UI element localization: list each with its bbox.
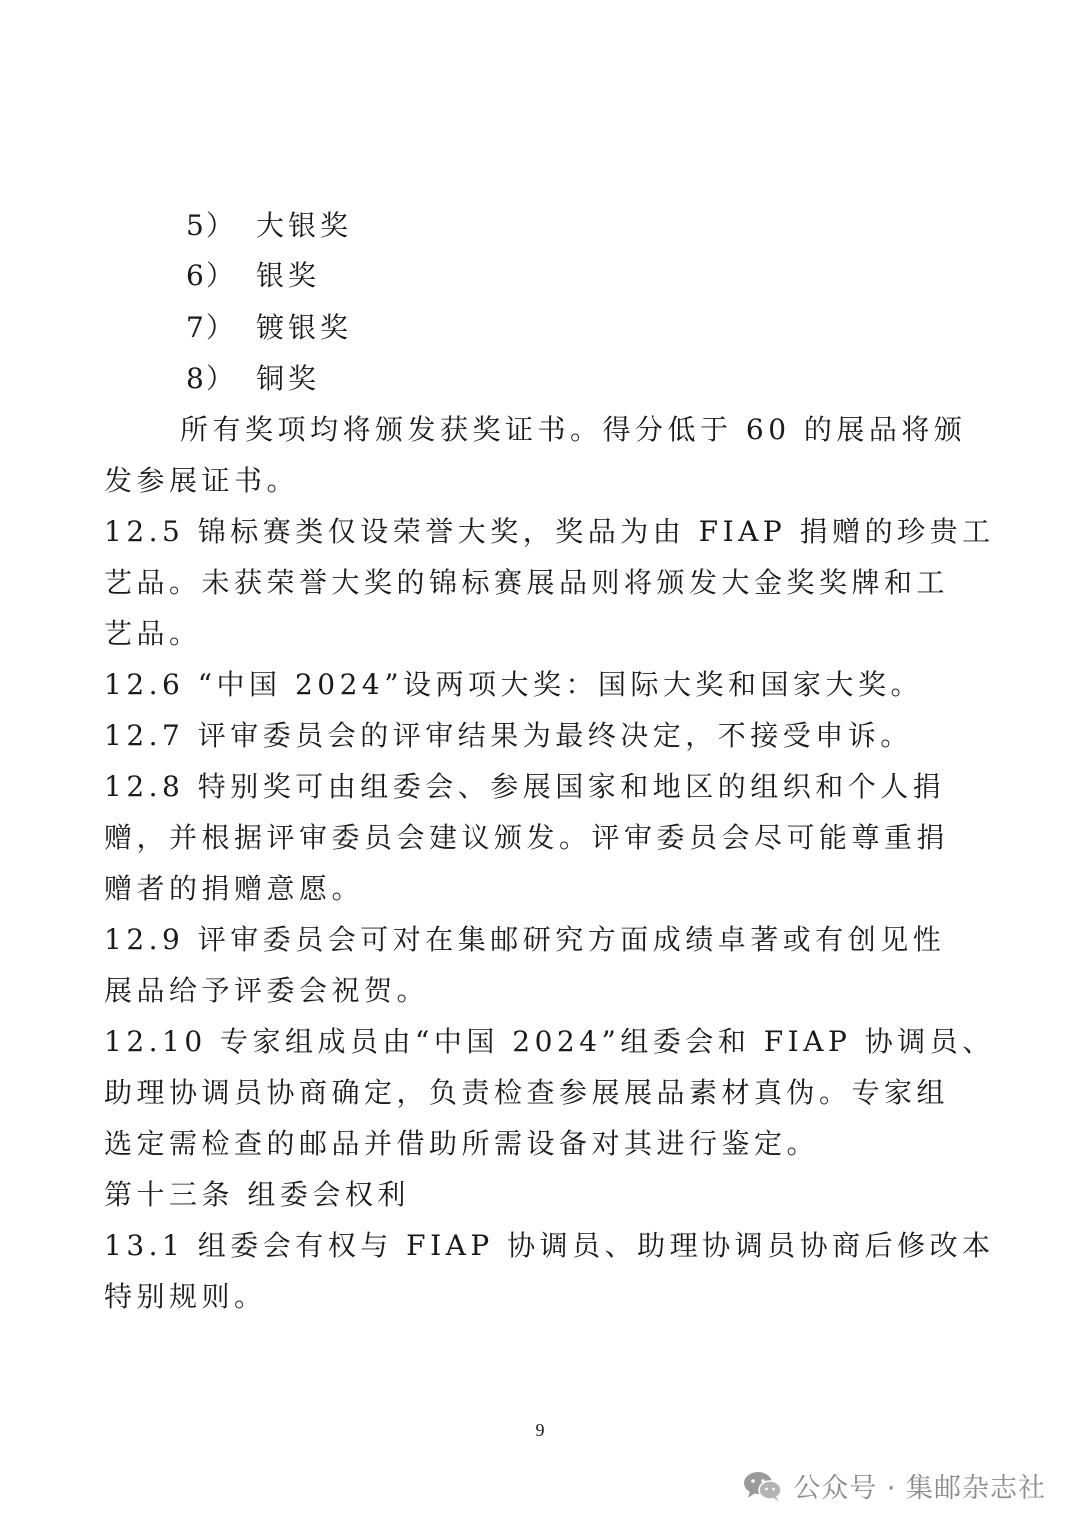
list-number: 5） (186, 209, 236, 242)
article-13-heading: 第十三条 组委会权利 (104, 1178, 410, 1211)
clause-12-7: 12.7 评审委员会的评审结果为最终决定，不接受申诉。 (104, 719, 913, 752)
page-number: 9 (535, 1420, 545, 1440)
text-line: 赠者的捐赠意愿。 (104, 872, 365, 905)
watermark (743, 1466, 1046, 1505)
clause-12-10: 12.10 专家组成员由“中国 2024”组委会和 FIAP 协调员、 (104, 1025, 995, 1058)
clause-12-5: 12.5 锦标赛类仅设荣誉大奖，奖品为由 FIAP 捐赠的珍贵工 (104, 515, 995, 548)
list-number: 7） (186, 311, 236, 344)
text-line: 特别规则。 (104, 1280, 267, 1313)
text-line: 所有奖项均将颁发获奖证书。得分低于 60 的展品将颁 (180, 413, 967, 446)
list-label: 大银奖 (256, 209, 353, 242)
text-line: 选定需检查的邮品并借助所需设备对其进行鉴定。 (104, 1127, 820, 1160)
watermark-text: 公众号 · 集邮杂志社 (793, 1473, 1046, 1504)
text-line: 发参展证书。 (104, 464, 300, 497)
clause-12-8: 12.8 特别奖可由组委会、参展国家和地区的组织和个人捐 (104, 770, 946, 803)
list-number: 8） (186, 362, 236, 395)
list-label: 铜奖 (256, 362, 321, 395)
list-label: 银奖 (256, 259, 321, 292)
list-label: 镀银奖 (256, 311, 353, 344)
clause-13-1: 13.1 组委会有权与 FIAP 协调员、助理协调员协商后修改本 (104, 1229, 995, 1262)
text-line: 艺品。未获荣誉大奖的锦标赛展品则将颁发大金奖奖牌和工 (104, 566, 950, 599)
clause-12-6: 12.6 “中国 2024”设两项大奖：国际大奖和国家大奖。 (104, 668, 924, 701)
clause-12-9: 12.9 评审委员会可对在集邮研究方面成绩卓著或有创见性 (104, 923, 946, 956)
wechat-icon (743, 1470, 783, 1502)
text-line: 展品给予评委会祝贺。 (104, 974, 430, 1007)
text-line: 助理协调员协商确定，负责检查参展展品素材真伪。专家组 (104, 1076, 950, 1109)
text-line: 赠，并根据评审委员会建议颁发。评审委员会尽可能尊重捐 (104, 821, 950, 854)
list-number: 6） (186, 259, 236, 292)
text-line: 艺品。 (104, 617, 202, 650)
